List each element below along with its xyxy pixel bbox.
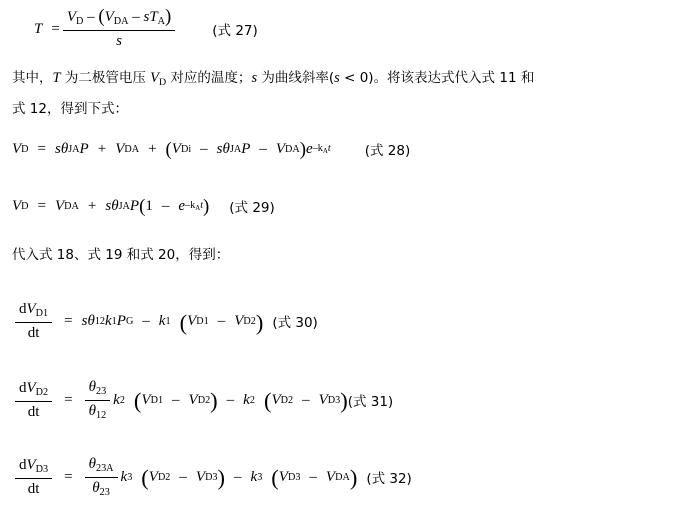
- equation-27: [34, 5, 258, 50]
- para1-T: T: [52, 70, 61, 86]
- eq28-minus-2: –: [259, 140, 267, 157]
- eq28-label: (式 28): [364, 143, 411, 159]
- eq31-theta23: θ: [88, 379, 96, 395]
- eq30-k1b-sub: 1: [165, 315, 171, 327]
- eq32-theta23a: θ: [88, 456, 96, 472]
- eq27-num-vda: V: [104, 9, 114, 25]
- eq29-equals: =: [37, 197, 46, 214]
- eq28-vda2: V: [275, 140, 286, 157]
- eq32-theta23-sub: 23: [99, 486, 110, 498]
- eq30-v2-sub: D2: [243, 315, 256, 327]
- eq27-equals: =: [51, 20, 60, 37]
- eq31-theta-ratio-num: [85, 378, 111, 401]
- eq32-v1-sub: D2: [157, 471, 171, 483]
- eq28-v-sub: D: [21, 143, 29, 155]
- eq28-exp-t: t: [327, 143, 331, 155]
- para1-text-d: 为曲线斜率(: [257, 70, 335, 86]
- eq27-fraction: [63, 5, 175, 50]
- eq31-k2b: k: [243, 391, 250, 408]
- eq31-v4: V: [318, 391, 328, 408]
- eq29-v: V: [12, 197, 22, 214]
- eq27-label: (式 27): [212, 23, 258, 40]
- eq27-num-st: sT: [143, 9, 158, 25]
- eq30-label: (式 30): [272, 315, 318, 332]
- para1-text-b: 为二极管电压: [60, 70, 151, 86]
- eq27-num-v: V: [66, 9, 76, 25]
- eq30-k1-sub: 1: [111, 315, 117, 327]
- eq28-theta2-sub: JA: [229, 143, 242, 155]
- eq32-v3-sub: D3: [287, 471, 301, 483]
- eq31-theta12: θ: [88, 402, 96, 419]
- eq28-theta2: θ: [222, 140, 230, 157]
- eq31-equals: =: [64, 391, 73, 408]
- para1-V-sub: D: [159, 76, 167, 88]
- para1-text-a: 其中，: [12, 70, 53, 86]
- eq32-theta-ratio: [85, 455, 118, 499]
- eq29-theta: θ: [111, 197, 119, 214]
- equation-31: $\frac{dV_{D2}}{dt}$ = $\frac{\theta_{23}}{\theta_{12}}$ k 2 ( V D1 – V D2 ) – k 2 ( V D2 – V D3 ) (式 31): [12, 378, 393, 422]
- para1-V: V: [150, 70, 160, 86]
- eq29-minus: –: [161, 197, 170, 214]
- eq31-theta-ratio: [85, 378, 111, 422]
- eq32-num-v: V: [26, 456, 36, 473]
- eq32-k3-sub: 3: [127, 471, 133, 483]
- eq30-k1b: k: [158, 312, 166, 329]
- equation-28: V D = s θ JA P + V DA + ( V Di – s θ JA P – V DA ) e $-k_At$ (式 28): [12, 138, 411, 160]
- eq30-equals: =: [64, 312, 73, 329]
- eq31-minus-1: –: [172, 391, 180, 408]
- para1-s2: s: [334, 70, 340, 86]
- eq32-theta23: θ: [92, 479, 100, 496]
- eq31-num-v: V: [26, 379, 36, 396]
- eq28-vdi-sub: Di: [180, 143, 192, 155]
- eq27-num-minus-1: –: [87, 9, 95, 25]
- eq28-s2: s: [216, 140, 223, 157]
- eq30-s: s: [81, 312, 88, 329]
- eq32-label: (式 32): [366, 471, 412, 488]
- eq27-num-v-sub: D: [75, 15, 84, 27]
- eq30-v1: V: [187, 312, 197, 329]
- eq28-exp-k: –k: [312, 143, 323, 155]
- eq28-theta-sub: JA: [68, 143, 80, 155]
- eq28-p2: P: [241, 140, 251, 157]
- eq32-v4: V: [325, 468, 336, 485]
- equation-29: V D = V DA + s θ JA P ( 1 – e $-k_At$ ) (式 29): [12, 195, 275, 217]
- eq29-exp-t: t: [200, 200, 204, 212]
- eq31-k2: k: [113, 391, 120, 408]
- eq31-v2-sub: D2: [197, 394, 211, 406]
- eq29-s: s: [105, 197, 112, 214]
- para1-s: s: [251, 70, 258, 86]
- eq31-v3-sub: D2: [280, 394, 294, 406]
- eq27-num-close-paren: ): [165, 5, 172, 27]
- eq32-v3: V: [278, 468, 288, 485]
- eq32-v4-sub: DA: [335, 471, 350, 483]
- eq29-plus: +: [87, 197, 97, 214]
- eq31-num-v-sub: D2: [35, 386, 49, 398]
- eq32-den: dt: [27, 480, 40, 497]
- eq29-exp-k: –k: [185, 200, 196, 212]
- eq29-p: P: [129, 197, 140, 214]
- eq32-theta23a-sub: 23A: [95, 462, 114, 474]
- eq30-derivative: [15, 300, 52, 342]
- eq31-v1-sub: D1: [150, 394, 164, 406]
- eq31-num: [15, 379, 52, 402]
- eq31-derivative: [15, 379, 52, 421]
- eq31-minus-2: –: [226, 391, 235, 408]
- eq28-vda-sub: DA: [124, 143, 140, 155]
- eq30-minus: –: [142, 312, 150, 329]
- eq28-s: s: [55, 140, 61, 157]
- eq32-minus-1: –: [179, 468, 187, 485]
- eq30-den: dt: [27, 324, 40, 341]
- equation-32: $\frac{dV_{D3}}{dt}$ = $\frac{\theta_{23A}}{\theta_{23}}$ k 3 ( V D2 – V D3 ) – k 3 ( V D3 – V DA ) (式 32): [12, 455, 412, 499]
- eq29-e: e: [178, 197, 185, 214]
- eq28-exponent: [313, 143, 331, 155]
- eq30-v1-sub: D1: [196, 315, 209, 327]
- para1-text-e: < 0)。将该表达式代入式 11 和: [339, 70, 535, 86]
- eq32-num: [15, 456, 52, 479]
- eq31-label: (式 31): [347, 394, 394, 411]
- eq29-vda: V: [55, 197, 65, 214]
- eq27-num-vda-sub: DA: [113, 15, 129, 27]
- eq28-vda: V: [115, 140, 125, 157]
- eq28-minus-1: –: [200, 140, 208, 157]
- eq27-lhs: T: [34, 20, 43, 37]
- eq32-k3b-sub: 3: [257, 471, 263, 483]
- eq31-theta-ratio-den: [85, 401, 111, 423]
- eq31-theta12-sub: 12: [95, 409, 107, 421]
- eq31-num-d: d: [19, 379, 27, 396]
- eq27-denominator: s: [116, 32, 122, 49]
- eq31-k2b-sub: 2: [249, 394, 255, 406]
- eq32-derivative: [15, 456, 52, 498]
- eq30-k1: k: [105, 312, 112, 329]
- eq30-num: [15, 300, 52, 323]
- eq31-theta23-sub: 23: [95, 385, 107, 397]
- eq28-exp-e: e: [306, 140, 313, 157]
- paragraph-2: [12, 242, 229, 268]
- paragraph-1: [12, 65, 662, 122]
- eq29-exp-k-sub: A: [195, 204, 201, 212]
- eq32-num-d: d: [19, 456, 27, 473]
- eq29-label: (式 29): [229, 200, 275, 216]
- eq29-exponent: [185, 200, 203, 212]
- eq32-minus-3: –: [309, 468, 317, 485]
- eq32-v2: V: [195, 468, 206, 485]
- eq30-p-sub: G: [125, 315, 134, 327]
- eq28-theta: θ: [60, 140, 69, 157]
- eq30-theta: θ: [87, 312, 95, 329]
- eq28-v: V: [12, 140, 22, 157]
- eq31-minus-3: –: [302, 391, 310, 408]
- eq28-equals: =: [37, 140, 46, 157]
- eq29-vda-sub: DA: [64, 200, 79, 212]
- eq28-plus-1: +: [97, 140, 107, 157]
- eq32-minus-2: –: [234, 468, 242, 485]
- eq29-v-sub: D: [21, 200, 29, 212]
- eq32-num-v-sub: D3: [35, 463, 49, 475]
- eq32-equals: =: [64, 468, 73, 485]
- equation-30: $\frac{dV_{D1}}{dt}$ = s θ 12 k 1 P G – k 1 ( V D1 – V D2 ) (式 30): [12, 300, 318, 342]
- eq31-k2-sub: 2: [119, 394, 125, 406]
- eq28-vdi: V: [171, 140, 181, 157]
- eq30-minus-2: –: [217, 312, 226, 329]
- eq28-vda2-sub: DA: [285, 143, 300, 155]
- eq30-p: P: [116, 312, 126, 329]
- eq30-num-d: d: [19, 301, 27, 317]
- eq31-v3: V: [271, 391, 281, 408]
- eq32-theta-ratio-num: [85, 455, 118, 478]
- eq30-num-v: V: [26, 301, 36, 317]
- eq30-v2: V: [234, 312, 244, 329]
- eq27-num-minus-2: –: [132, 9, 140, 25]
- eq30-theta-sub: 12: [94, 315, 105, 327]
- eq27-num-st-sub: A: [157, 15, 166, 27]
- eq32-k3b: k: [250, 468, 258, 485]
- eq27-num-open-paren: (: [98, 5, 105, 27]
- eq28-exp-k-sub: A: [322, 147, 328, 155]
- eq32-theta-ratio-den: [85, 478, 118, 500]
- eq31-v4-sub: D3: [327, 394, 341, 406]
- eq31-v2: V: [188, 391, 198, 408]
- eq32-v2-sub: D3: [205, 471, 218, 483]
- eq32-k3: k: [120, 468, 128, 485]
- eq28-plus-2: +: [148, 140, 157, 157]
- eq27-numerator: [63, 5, 175, 31]
- eq30-num-v-sub: D1: [35, 307, 49, 319]
- eq31-v1: V: [141, 391, 151, 408]
- para1-line2: 式 12，得到下式：: [12, 100, 128, 117]
- eq28-p: P: [79, 140, 89, 157]
- eq31-den: dt: [27, 403, 40, 420]
- eq29-one: 1: [145, 197, 153, 214]
- eq29-theta-sub: JA: [118, 200, 130, 212]
- para1-text-c: 对应的温度；: [166, 70, 252, 86]
- eq32-v1: V: [148, 468, 158, 485]
- para2-text: 代入式 18、式 19 和式 20，得到：: [12, 247, 230, 263]
